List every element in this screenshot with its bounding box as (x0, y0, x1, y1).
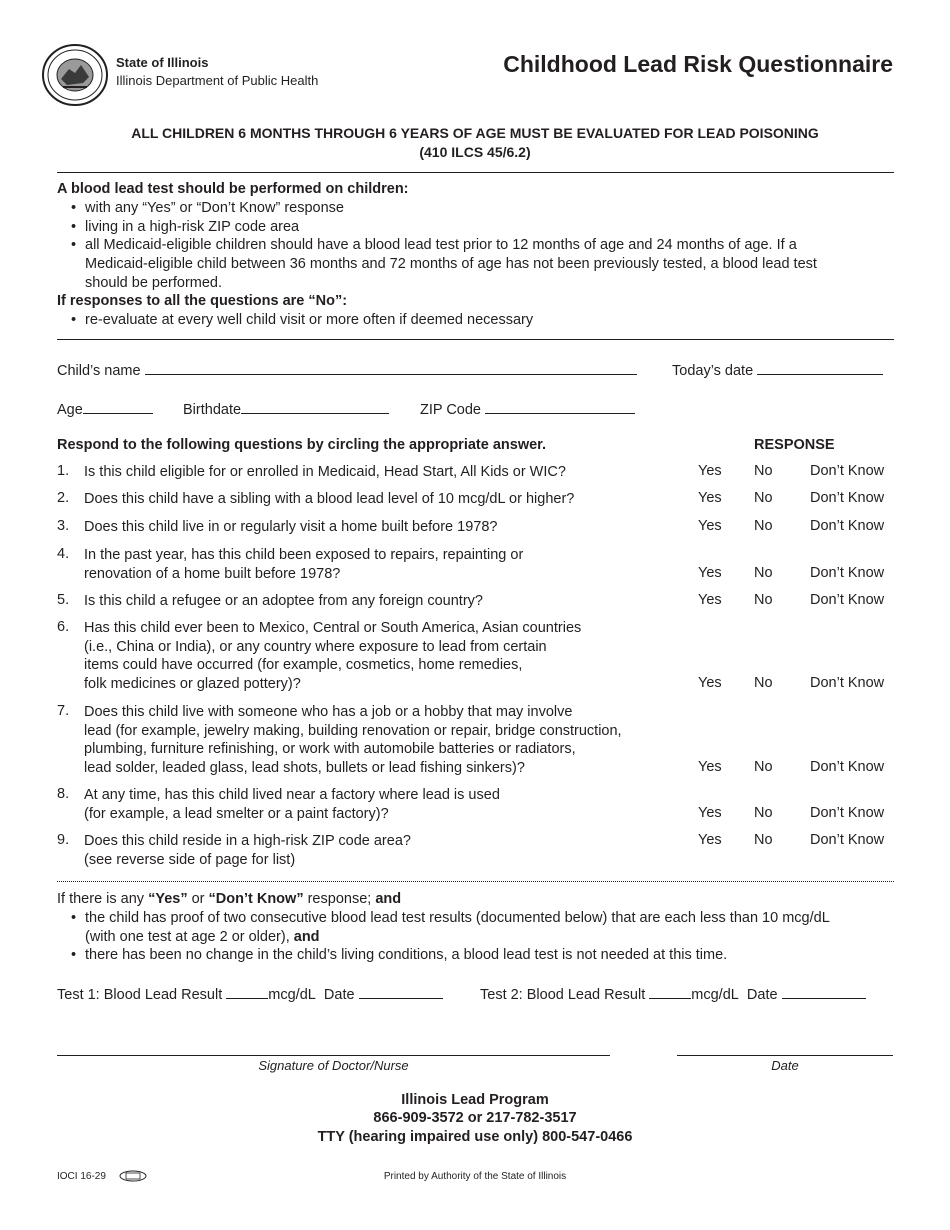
yes-option[interactable]: Yes (698, 759, 722, 775)
question-text: Has this child ever been to Mexico, Central or South America, Asian countries (84, 620, 582, 636)
signature-line[interactable] (57, 1055, 610, 1056)
question-row (0, 703, 950, 779)
no-option[interactable]: No (754, 804, 773, 821)
question-number: 6. (57, 619, 70, 635)
question-text: plumbing, furniture refinishing, or work with automobile batteries or radiators, (84, 741, 576, 758)
question-row (0, 463, 950, 482)
question-text: Is this child eligible for or enrolled in Medicaid, Head Start, All Kids or WIC? (84, 464, 566, 480)
question-text: Does this child live in or regularly visit a home built before 1978? (84, 519, 498, 535)
test-1-result-blank[interactable] (226, 984, 268, 999)
exception-bullet-continued: (with one test at age 2 or older), and (85, 929, 320, 945)
yes-option[interactable]: Yes (698, 832, 722, 848)
question-text: items could have occurred (for example, cosmetics, home remedies, (84, 657, 523, 674)
question-text: lead solder, leaded glass, lead shots, bullets or lead fishing sinkers)? (84, 760, 525, 776)
yes-option[interactable]: Yes (698, 518, 722, 534)
question-row (0, 546, 950, 584)
divider (57, 172, 894, 173)
signature-caption: Signature of Doctor/Nurse (258, 1058, 409, 1073)
no-option[interactable]: No (754, 518, 773, 534)
no-option[interactable]: No (754, 759, 773, 775)
dont-know-option[interactable]: Don’t Know (810, 675, 885, 691)
test-2-result-field[interactable]: Test 2: Blood Lead Result mcg/dL Date (480, 984, 866, 1005)
question-row (0, 619, 950, 695)
test-2-result-blank[interactable] (649, 984, 691, 999)
question-number: 4. (57, 546, 70, 562)
question-text: In the past year, has this child been exposed to repairs, repainting or (84, 547, 524, 563)
question-text: Is this child a refugee or an adoptee from any foreign country? (84, 593, 483, 609)
question-number: 5. (57, 592, 70, 608)
program-phones: 866-909-3572 or 217-782-3517 (373, 1110, 577, 1126)
question-text: Does this child live with someone who has a job or a hobby that may involve (84, 704, 573, 720)
yes-option[interactable]: Yes (698, 675, 722, 691)
birthdate-blank[interactable] (241, 399, 389, 414)
banner-line-2: (410 ILCS 45/6.2) (419, 144, 531, 160)
question-text: folk medicines or glazed pottery)? (84, 676, 301, 692)
test-2-date-blank[interactable] (782, 984, 866, 999)
program-name: Illinois Lead Program (401, 1092, 549, 1108)
agency-department: Illinois Department of Public Health (116, 73, 319, 88)
dont-know-option[interactable]: Don’t Know (810, 804, 885, 821)
age-blank[interactable] (83, 399, 153, 414)
question-text: lead (for example, jewelry making, building renovation or repair, bridge construction, (84, 722, 622, 739)
question-text: (for example, a lead smelter or a paint factory)? (84, 805, 389, 822)
no-response-heading: If responses to all the questions are “No”: (57, 293, 348, 309)
yes-option[interactable]: Yes (698, 490, 722, 506)
zip-code-blank[interactable] (485, 399, 635, 414)
question-text: Does this child have a sibling with a blood lead level of 10 mcg/dL or higher? (84, 491, 575, 507)
question-number: 3. (57, 518, 70, 534)
form-number: IOCI 16-29 (57, 1171, 106, 1182)
no-option[interactable]: No (754, 490, 773, 506)
dont-know-option[interactable]: Don’t Know (810, 564, 885, 581)
question-row (0, 592, 950, 611)
questions-intro: Respond to the following questions by circling the appropriate answer. (57, 437, 547, 453)
dotted-divider (57, 881, 894, 882)
todays-date-field[interactable]: Today’s date (672, 360, 883, 381)
dont-know-option[interactable]: Don’t Know (810, 463, 885, 479)
dont-know-option[interactable]: Don’t Know (810, 490, 885, 506)
no-option[interactable]: No (754, 832, 773, 848)
agency-name: State of Illinois (116, 55, 209, 70)
test-1-result-field[interactable]: Test 1: Blood Lead Result mcg/dL Date (57, 984, 443, 1005)
divider (57, 339, 894, 340)
instruction-bullet-continued: Medicaid-eligible child between 36 months and 72 months of age has not been previously tested, a blood lead test (85, 256, 817, 272)
question-number: 8. (57, 786, 70, 802)
question-text: (see reverse side of page for list) (84, 851, 296, 868)
question-row (0, 832, 950, 870)
yes-option[interactable]: Yes (698, 463, 722, 479)
response-header: RESPONSE (754, 437, 835, 453)
zip-code-field[interactable]: ZIP Code (420, 399, 635, 420)
printed-by-authority: Printed by Authority of the State of Illinois (383, 1171, 567, 1182)
question-text: (i.e., China or India), or any country where exposure to lead from certain (84, 638, 547, 655)
no-option[interactable]: No (754, 592, 773, 608)
todays-date-blank[interactable] (757, 360, 883, 375)
question-number: 7. (57, 703, 70, 719)
dont-know-option[interactable]: Don’t Know (810, 759, 885, 775)
question-row (0, 786, 950, 824)
dont-know-option[interactable]: Don’t Know (810, 832, 885, 848)
form-title: Childhood Lead Risk Questionnaire (503, 51, 893, 77)
no-option[interactable]: No (754, 564, 773, 581)
question-number: 1. (57, 463, 70, 479)
banner-line-1: ALL CHILDREN 6 MONTHS THROUGH 6 YEARS OF AGE MUST BE EVALUATED FOR LEAD POISONING (131, 125, 819, 141)
child-name-field[interactable]: Child’s name (57, 360, 637, 381)
yes-option[interactable]: Yes (698, 564, 722, 581)
signature-date-caption: Date (771, 1058, 799, 1073)
yes-option[interactable]: Yes (698, 804, 722, 821)
question-text: renovation of a home built before 1978? (84, 565, 341, 582)
question-row (0, 518, 950, 537)
birthdate-field[interactable]: Birthdate (183, 399, 389, 420)
program-tty: TTY (hearing impaired use only) 800-547-0466 (317, 1129, 633, 1145)
no-option[interactable]: No (754, 463, 773, 479)
question-row (0, 490, 950, 509)
dont-know-option[interactable]: Don’t Know (810, 518, 885, 534)
question-number: 9. (57, 832, 70, 848)
instructions-heading: A blood lead test should be performed on children: (57, 181, 409, 197)
no-option[interactable]: No (754, 675, 773, 691)
age-field[interactable]: Age (57, 399, 153, 420)
dont-know-option[interactable]: Don’t Know (810, 592, 885, 608)
question-text: At any time, has this child lived near a factory where lead is used (84, 787, 500, 803)
question-number: 2. (57, 490, 70, 506)
yes-option[interactable]: Yes (698, 592, 722, 608)
illinois-state-seal-icon (41, 43, 109, 107)
question-text: Does this child reside in a high-risk ZIP code area? (84, 833, 411, 849)
child-name-blank[interactable] (145, 360, 637, 375)
test-1-date-blank[interactable] (359, 984, 443, 999)
instruction-bullet-continued: should be performed. (85, 275, 223, 291)
signature-date-line[interactable] (677, 1055, 893, 1056)
exception-intro: If there is any “Yes” or “Don’t Know” response; and (57, 891, 402, 907)
